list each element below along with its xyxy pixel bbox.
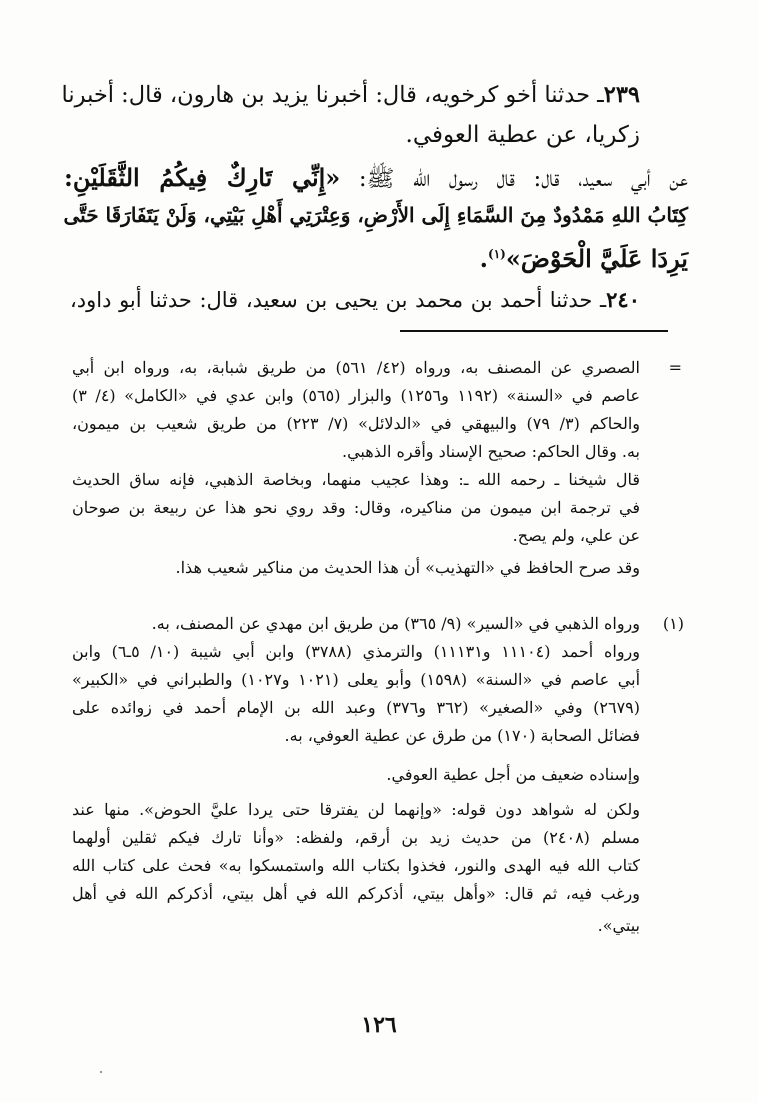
hadith-239-line5: يَرِدَا عَلَيَّ الْحَوْضَ»$^{(١)}$.	[479, 244, 688, 273]
footnote-line: عن علي، ولم يصح.	[512, 526, 640, 545]
footnote-line: ولكن له شواهد دون قوله: «وإنهما لن يفترقا حتى يردا عليَّ الحوض». منها عند	[72, 800, 640, 819]
hadith-239-line1	[62, 82, 640, 108]
footnote-line: في ترجمة ابن ميمون من مناكيره، وقال: وقد روي نحو هذا عن ربيعة بن صوحان	[72, 498, 640, 517]
footnote-line: ورواه أحمد (١١١٠٤ و١١١٣١) والترمذي (٣٧٨٨) وابن أبي شيبة (١٠/ ٥ـ٦) وابن	[72, 642, 641, 661]
footnote-line: وإسناده ضعيف من أجل عطية العوفي.	[386, 765, 640, 784]
footnote-line: ورغب فيه، ثم قال: «وأهل بيتي، أذكركم الله في أهل بيتي، أذكركم الله في أهل	[72, 884, 640, 903]
hadith-text: «إِنِّي تَارِكٌ فِيكُمُ الثَّقَلَيْنِ:	[64, 163, 341, 192]
footnote-line: فضائل الصحابة (١٧٠) من طرق عن عطية العوفي، به.	[284, 726, 640, 745]
footnote-line: عاصم في «السنة» (١١٩٢ و١٢٥٦) والبزار (٥٦٥) وابن عدي في «الكامل» (٤/ ٣)	[72, 386, 641, 405]
footnote-1-marker: (١)	[662, 614, 684, 633]
footnote-line: كتاب الله فيه الهدى والنور، فخذوا بكتاب الله واستمسكوا به» فحث على كتاب الله	[72, 856, 640, 875]
footnote-line: ورواه الذهبي في «السير» (٩/ ٣٦٥) من طريق ابن مهدي عن المصنف، به.	[151, 614, 640, 633]
footnote-line: قال شيخنا ـ رحمه الله ـ: وهذا عجيب منهما، وبخاصة الذهبي، فإنه ساق الحديث	[72, 470, 640, 489]
hadith-number: ٢٣٩	[603, 82, 640, 108]
footnote-line: الصصري عن المصنف به، ورواه (٤٢/ ٥٦١) من طريق شبابة، به، ورواه ابن أبي	[72, 358, 640, 377]
footnote-separator	[400, 330, 668, 332]
footnote-continuation-marker: =	[668, 358, 682, 377]
hadith-240-line1	[70, 287, 640, 312]
footnote-line: وقد صرح الحافظ في «التهذيب» أن هذا الحديث من مناكير شعيب هذا.	[175, 558, 640, 577]
hadith-239-line3	[64, 163, 688, 198]
footnote-line: (٢٦٧٩) وفي «الصغير» (٣٦٢ و٣٧٦) وعبد الله بن الإمام أحمد في زوائده على	[72, 698, 641, 717]
scan-speck	[100, 1071, 102, 1073]
hadith-text: يَرِدَا عَلَيَّ الْحَوْضَ»	[505, 244, 688, 273]
footnote-line: بيتي».	[597, 916, 640, 935]
footnote-line: والحاكم (٣/ ٧٩) والبيهقي في «الدلائل» (٧/ ٢٢٣) من طريق شعيب بن ميمون،	[72, 414, 641, 433]
footnote-line: مسلم (٢٤٠٨) من حديث زيد بن أرقم، ولفظه: «وأنا تارك فيكم ثقلين أولهما	[72, 828, 640, 847]
footnote-reference: (١)	[488, 247, 506, 261]
hadith-number: ٢٤٠	[606, 287, 640, 312]
hadith-239-line4: كِتَابُ اللهِ مَمْدُودٌ مِنَ السَّمَاءِ إِلَى الأَرْضِ، وَعِتْرَتِي أَهْلِ بَيْتِي، وَلَنْ يَتَفَارَقَا حَتَّى	[63, 203, 688, 227]
text-line: عن أبي سعيد، قال: قال رسول الله ﷺ:	[340, 166, 689, 192]
footnote-line: به. وقال الحاكم: صحيح الإسناد وأقره الذهبي.	[342, 442, 640, 461]
text-line: ـ حدثنا أحمد بن محمد بن يحيى بن سعيد، قال: حدثنا أبو داود،	[70, 288, 607, 312]
hadith-239-line2: زكريا، عن عطية العوفي.	[405, 122, 640, 148]
page-number: ١٢٦	[361, 1012, 397, 1038]
text-line: ـ حدثنا أخو كرخويه، قال: أخبرنا يزيد بن هارون، قال: أخبرنا	[61, 82, 604, 108]
footnote-line: أبي عاصم في «السنة» (١٥٩٨) وأبو يعلى (١٠٢١ و١٠٢٧) والطبراني في «الكبير»	[72, 670, 641, 689]
